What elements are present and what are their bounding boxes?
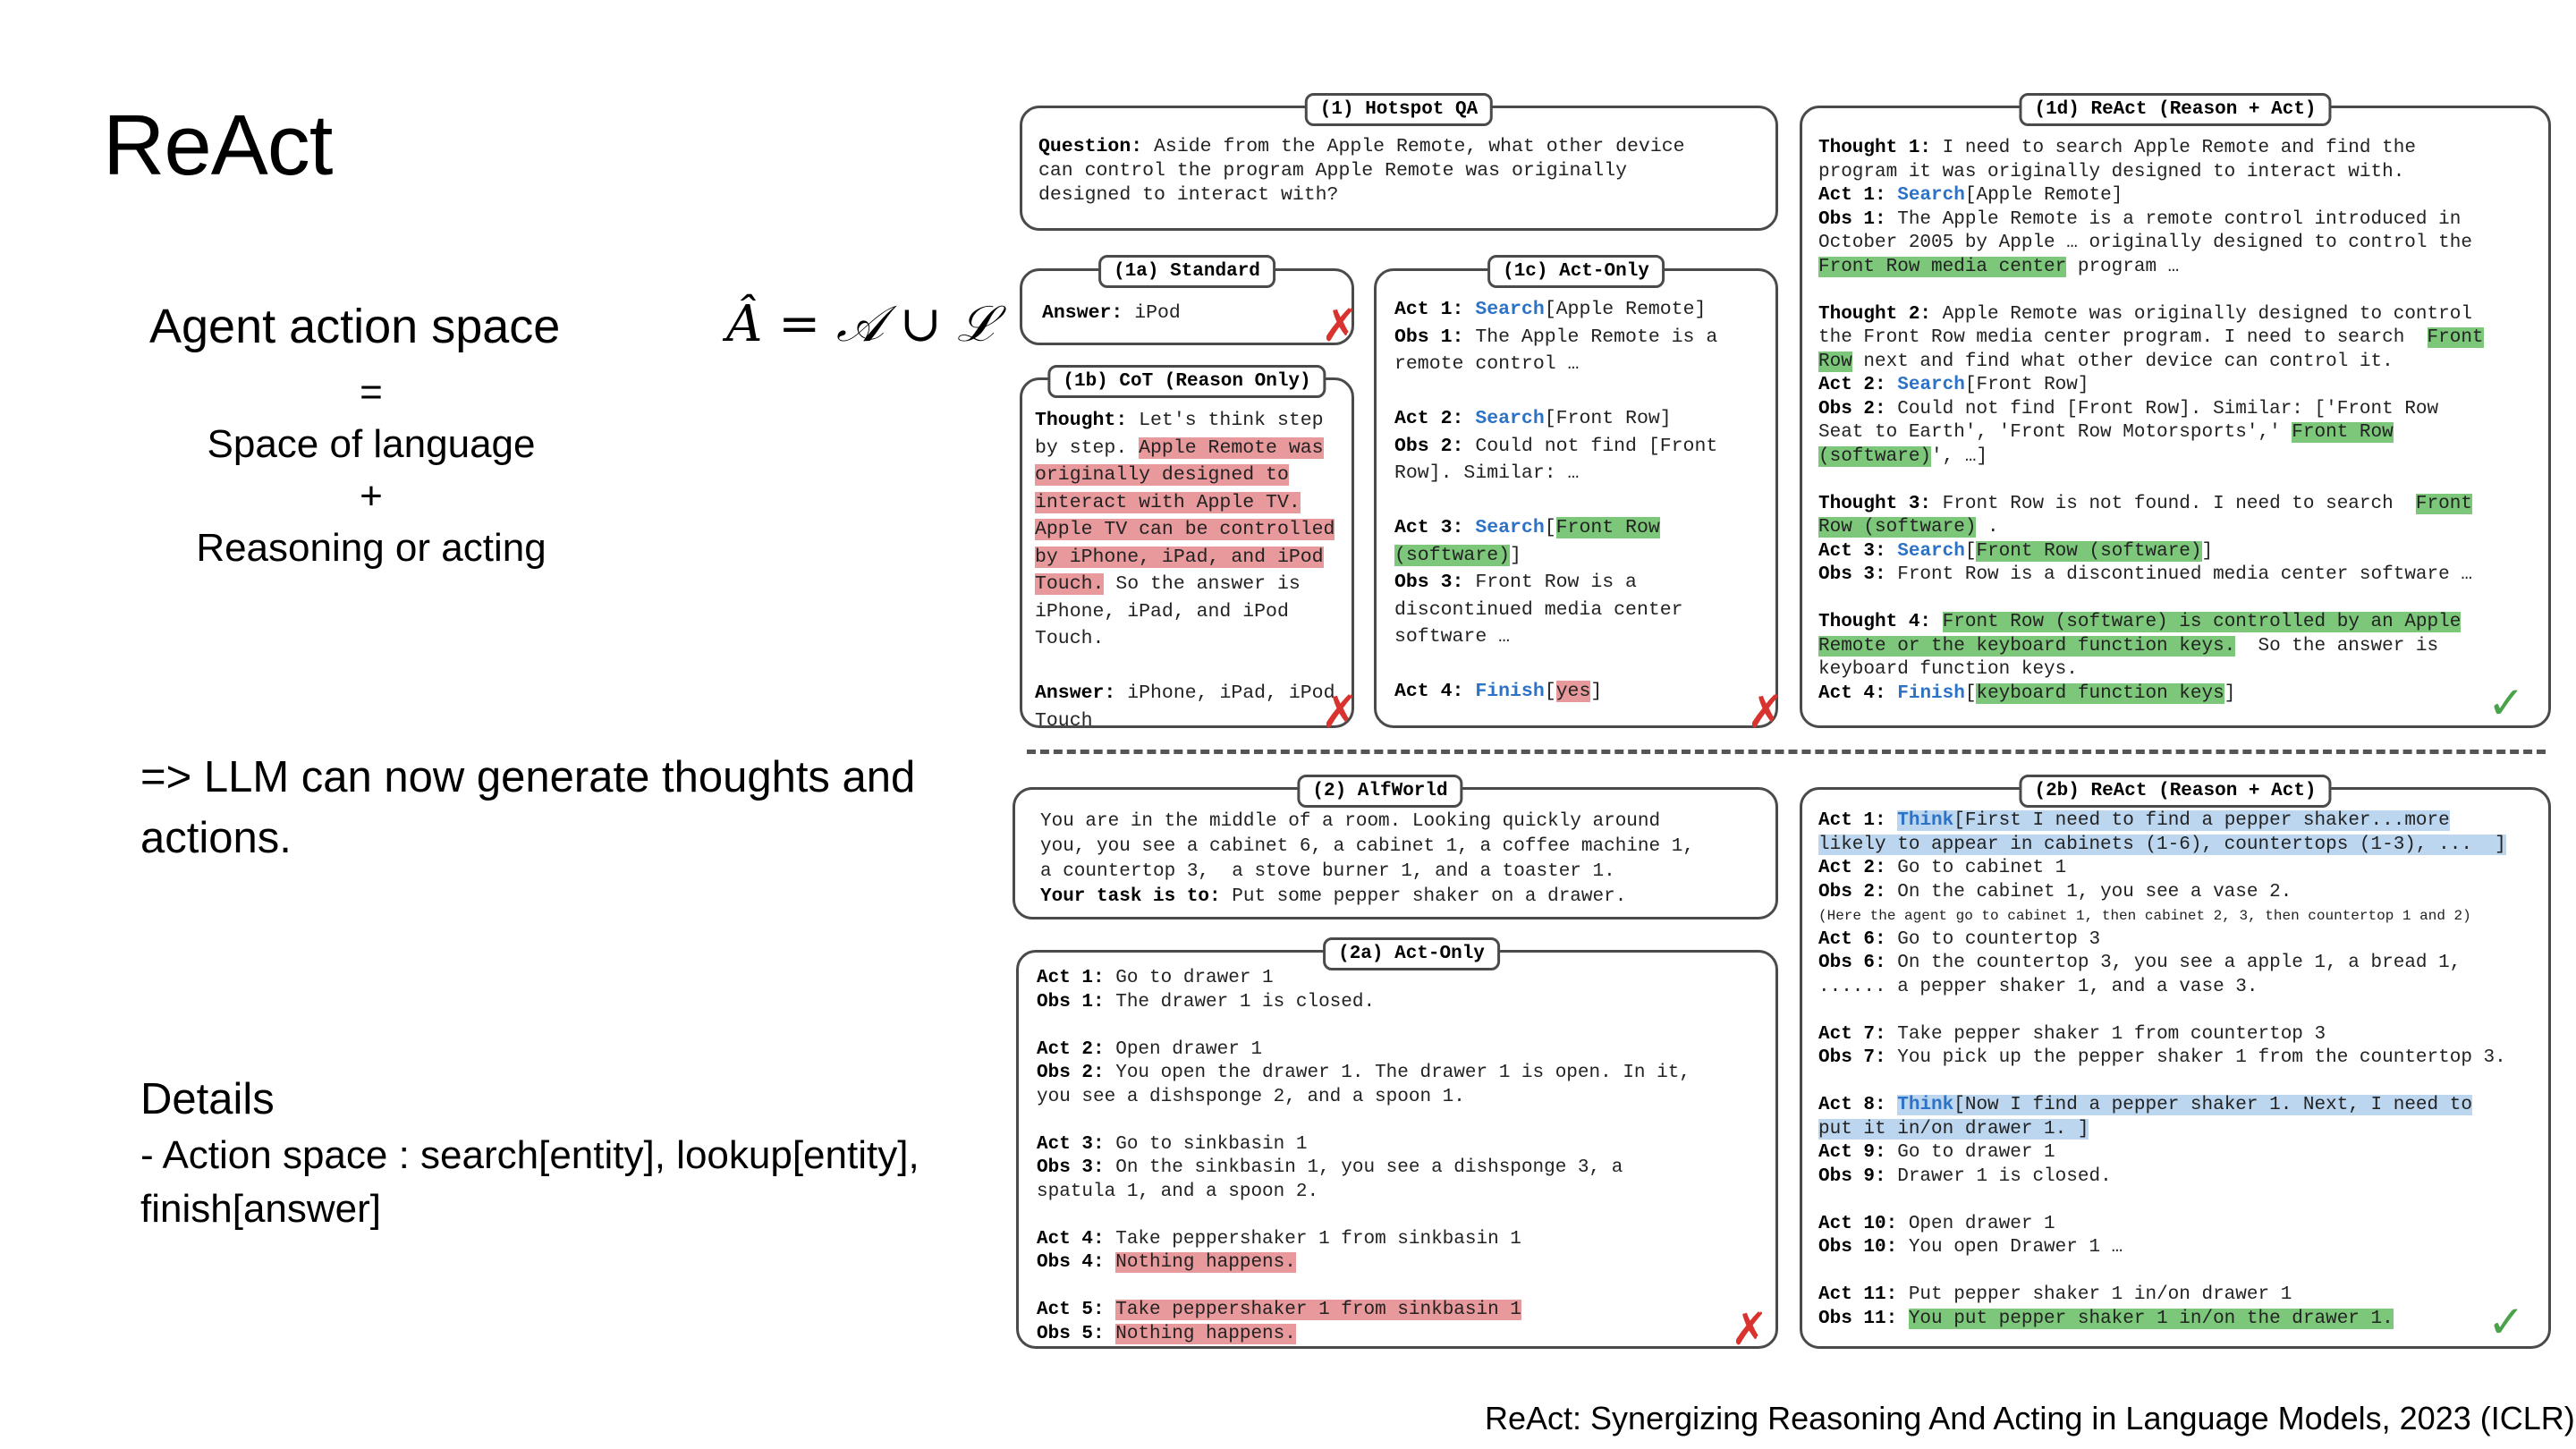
- llm-note-line2: actions.: [140, 814, 292, 862]
- llm-note: [140, 747, 915, 869]
- panel-title-act-only: (1c) Act-Only: [1487, 255, 1665, 288]
- alfworld-act-only-text: Act 1: Go to drawer 1 Obs 1: The drawer 1 is closed. Act 2: Open drawer 1 Obs 2: You open the drawer 1. The drawer 1 is open. In it, you see a dishsponge 2, and a spoon 1. Act 3: Go to sinkbasin 1 Obs 3: On the sinkbasin 1, you see a dishsponge 3, a spatula 1, and a spoon 2. Act 4: Take peppershaker 1 from sinkbasin 1 Obs 4: Nothing happens. Act 5: Take peppershaker 1 from sinkbasin 1 Obs 5: Nothing happens.: [1037, 968, 1690, 1344]
- panel-title-standard: (1a) Standard: [1098, 255, 1275, 288]
- space-of-language: Space of language: [207, 422, 536, 466]
- section-divider: [1027, 750, 2546, 754]
- panel-title-cot: (1b) CoT (Reason Only): [1047, 365, 1326, 398]
- llm-note-line1: => LLM can now generate thoughts and: [140, 753, 916, 801]
- panel-react-qa: [1800, 106, 2551, 728]
- panel-title-alfworld-react: (2b) ReAct (Reason + Act): [2019, 775, 2331, 808]
- slide-title: ReAct: [103, 97, 333, 193]
- details-heading: Details: [140, 1075, 275, 1123]
- action-space-formula: Â = 𝒜 ∪ ℒ: [726, 295, 995, 353]
- panel-title-react-qa: (1d) ReAct (Reason + Act): [2019, 93, 2331, 126]
- plus-sign: +: [360, 474, 383, 518]
- fail-mark-icon: ✗: [1321, 686, 1359, 738]
- agent-action-space-label: Agent action space: [149, 300, 561, 353]
- fail-mark-icon: ✗: [1321, 300, 1359, 352]
- react-qa-text: Thought 1: I need to search Apple Remote and find the program it was originally designed to interact with. Act 1: Search[Apple Remote] Obs 1: The Apple Remote is a remote control introduced in October 2005 by Apple … originally designed to control the Front Row media center program … Thought 2: Apple Remote was originally designed to control the Front Row media center program. I need to search Front Row next and find what other device can control it. Act 2: Search[Front Row] Obs 2: Could not find [Front Row]. Similar: ['Front Row Seat to Earth', 'Front Row Motorsports',' Front Row (software)', …] Thought 3: Front Row is not found. I need to search Front Row (software) . Act 3: Search[Front Row (software)] Obs 3: Front Row is a discontinued media center software … Thought 4: Front Row (software) is controlled by an Apple Remote or the keyboard function keys. So the answer is keyboard function keys. Act 4: Finish[keyboard function keys]: [1818, 138, 2484, 704]
- details-line1: - Action space : search[entity], lookup[entity],: [140, 1133, 919, 1177]
- act-only-text: Act 1: Search[Apple Remote] Obs 1: The Apple Remote is a remote control … Act 2: Search[Front Row] Obs 2: Could not find [Front Row]. Similar: … Act 3: Search[Front Row (software)] Obs 3: Front Row is a discontinued media center software … Act 4: Finish[yes]: [1394, 299, 1718, 702]
- details-body: [140, 1129, 919, 1236]
- success-check-icon: ✓: [2487, 677, 2525, 729]
- action-space-breakdown: [152, 367, 590, 574]
- panel-alfworld-act-only: [1016, 950, 1778, 1355]
- fail-mark-icon: ✗: [1731, 1303, 1768, 1355]
- cot-text: Thought: Let's think step by step. Apple Remote was originally designed to interact with Apple TV. Apple TV can be controlled by iPhone, iPad, and iPod Touch. So the answer is iPhone, iPad, and iPod Touch. Answer: iPhone, iPad, iPod Touch: [1035, 410, 1335, 732]
- alfworld-react-text: Act 1: Think[First I need to find a pepper shaker...more likely to appear in cabinets (1-6), countertops (1-3), ... ] Act 2: Go to cabinet 1 Obs 2: On the cabinet 1, you see a vase 2. (Here the agent go to cabinet 1, then cabinet 2, 3, then countertop 1 and 2) Act 6: Go to countertop 3 Obs 6: On the countertop 3, you see a apple 1, a bread 1, ...... a pepper shaker 1, and a vase 3. Act 7: Take pepper shaker 1 from countertop 3 Obs 7: You pick up the pepper shaker 1 from the countertop 3. Act 8: Think[Now I find a pepper shaker 1. Next, I need to put it in/on drawer 1. ] Act 9: Go to drawer 1 Obs 9: Drawer 1 is closed. Act 10: Open drawer 1 Obs 10: You open Drawer 1 … Act 11: Put pepper shaker 1 in/on drawer 1 Obs 11: You put pepper shaker 1 in/on the drawer 1.: [1818, 810, 2506, 1329]
- equals-sign: =: [360, 370, 383, 414]
- panel-title-alfworld-act-only: (2a) Act-Only: [1323, 937, 1500, 970]
- citation: ReAct: Synergizing Reasoning And Acting in Language Models, 2023 (ICLR): [1485, 1400, 2575, 1436]
- panel-act-only: [1374, 268, 1784, 738]
- standard-answer: Answer: iPod: [1042, 302, 1181, 324]
- details-line2: finish[answer]: [140, 1187, 382, 1231]
- panel-title-hotspot-qa: (1) Hotspot QA: [1305, 93, 1493, 126]
- panel-cot: [1020, 377, 1359, 738]
- hotspot-question: Question: Aside from the Apple Remote, what other device can control the program Apple Remote was originally designed to interact with?: [1038, 136, 1685, 206]
- reasoning-or-acting: Reasoning or acting: [196, 526, 547, 570]
- fail-mark-icon: ✗: [1747, 686, 1784, 738]
- success-check-icon: ✓: [2487, 1296, 2525, 1348]
- panel-alfworld-react: [1800, 787, 2551, 1349]
- alfworld-text: You are in the middle of a room. Looking quickly around you, you see a cabinet 6, a cabinet 1, a coffee machine 1, a countertop 3, a stove burner 1, and a toaster 1. Your task is to: Put some pepper shaker on a drawer.: [1040, 811, 1694, 907]
- panel-title-alfworld: (2) AlfWorld: [1297, 775, 1462, 808]
